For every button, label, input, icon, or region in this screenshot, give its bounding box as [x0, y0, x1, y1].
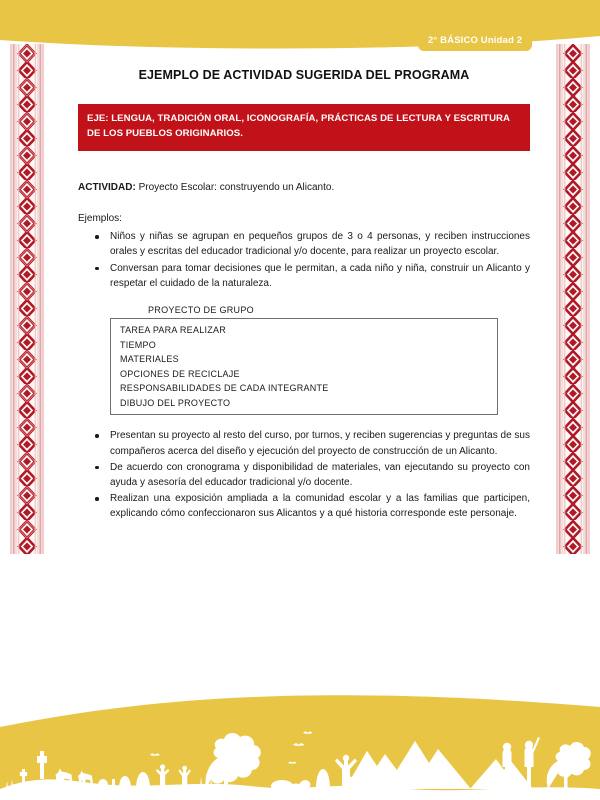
woven-textile-border-right: [556, 44, 590, 554]
woven-textile-border-left: [10, 44, 44, 554]
bullet-list-upper: [78, 229, 530, 291]
table-row: RESPONSABILIDADES DE CADA INTEGRANTE: [120, 383, 329, 394]
list-item: Niños y niñas se agrupan en pequeños grupos de 3 o 4 personas, y reciben instrucciones orales y escritas del educador tradicional y/o docente, para realizar un proyecto escolar.: [78, 229, 530, 259]
table-row: TIEMPO: [120, 339, 157, 350]
list-item: Presentan su proyecto al resto del curso, por turnos, y reciben sugerencias y preguntas de sus compañeros acerca del diseño y ejecución del proyecto de construcción de un Alicanto.: [78, 428, 530, 458]
proyecto-table: [110, 318, 498, 415]
table-row: DIBUJO DEL PROYECTO: [120, 397, 231, 408]
unit-badge: 2° BÁSICO Unidad 2: [418, 31, 532, 51]
table-row: OPCIONES DE RECICLAJE: [120, 368, 240, 379]
ejemplos-label: Ejemplos:: [78, 213, 122, 225]
eje-banner: EJE: LENGUA, TRADICIÓN ORAL, ICONOGRAFÍA, PRÁCTICAS DE LECTURA Y ESCRITURA DE LOS PUEBLOS ORIGINARIOS.: [78, 104, 530, 151]
list-item: De acuerdo con cronograma y disponibilidad de materiales, van ejecutando su proyecto con ayuda y asesoría del educador tradicional y/o docente.: [78, 460, 530, 490]
list-item: Realizan una exposición ampliada a la comunidad escolar y a las familias que participen, explicando cómo confeccionaron sus Alicantos y a qué historia corresponde este personaje.: [78, 491, 530, 521]
page-title: EJEMPLO DE ACTIVIDAD SUGERIDA DEL PROGRAMA: [138, 68, 470, 82]
list-item: Conversan para tomar decisiones que le permitan, a cada niño y niña, construir un Alicanto y respetar el cuidado de la naturaleza.: [78, 261, 530, 291]
proyecto-table-caption: PROYECTO DE GRUPO: [148, 304, 254, 315]
actividad-line: [78, 181, 530, 196]
table-row: TAREA PARA REALIZAR: [120, 324, 226, 335]
proyecto-de-grupo-block: [110, 305, 498, 415]
bullet-list-lower: [78, 428, 530, 521]
actividad-text: Proyecto Escolar: construyendo un Alicanto.: [138, 181, 335, 193]
actividad-label: ACTIVIDAD:: [78, 181, 136, 193]
footer-landscape-illustration: [0, 685, 600, 800]
document-content: [78, 60, 530, 523]
table-row: MATERIALES: [120, 354, 179, 365]
